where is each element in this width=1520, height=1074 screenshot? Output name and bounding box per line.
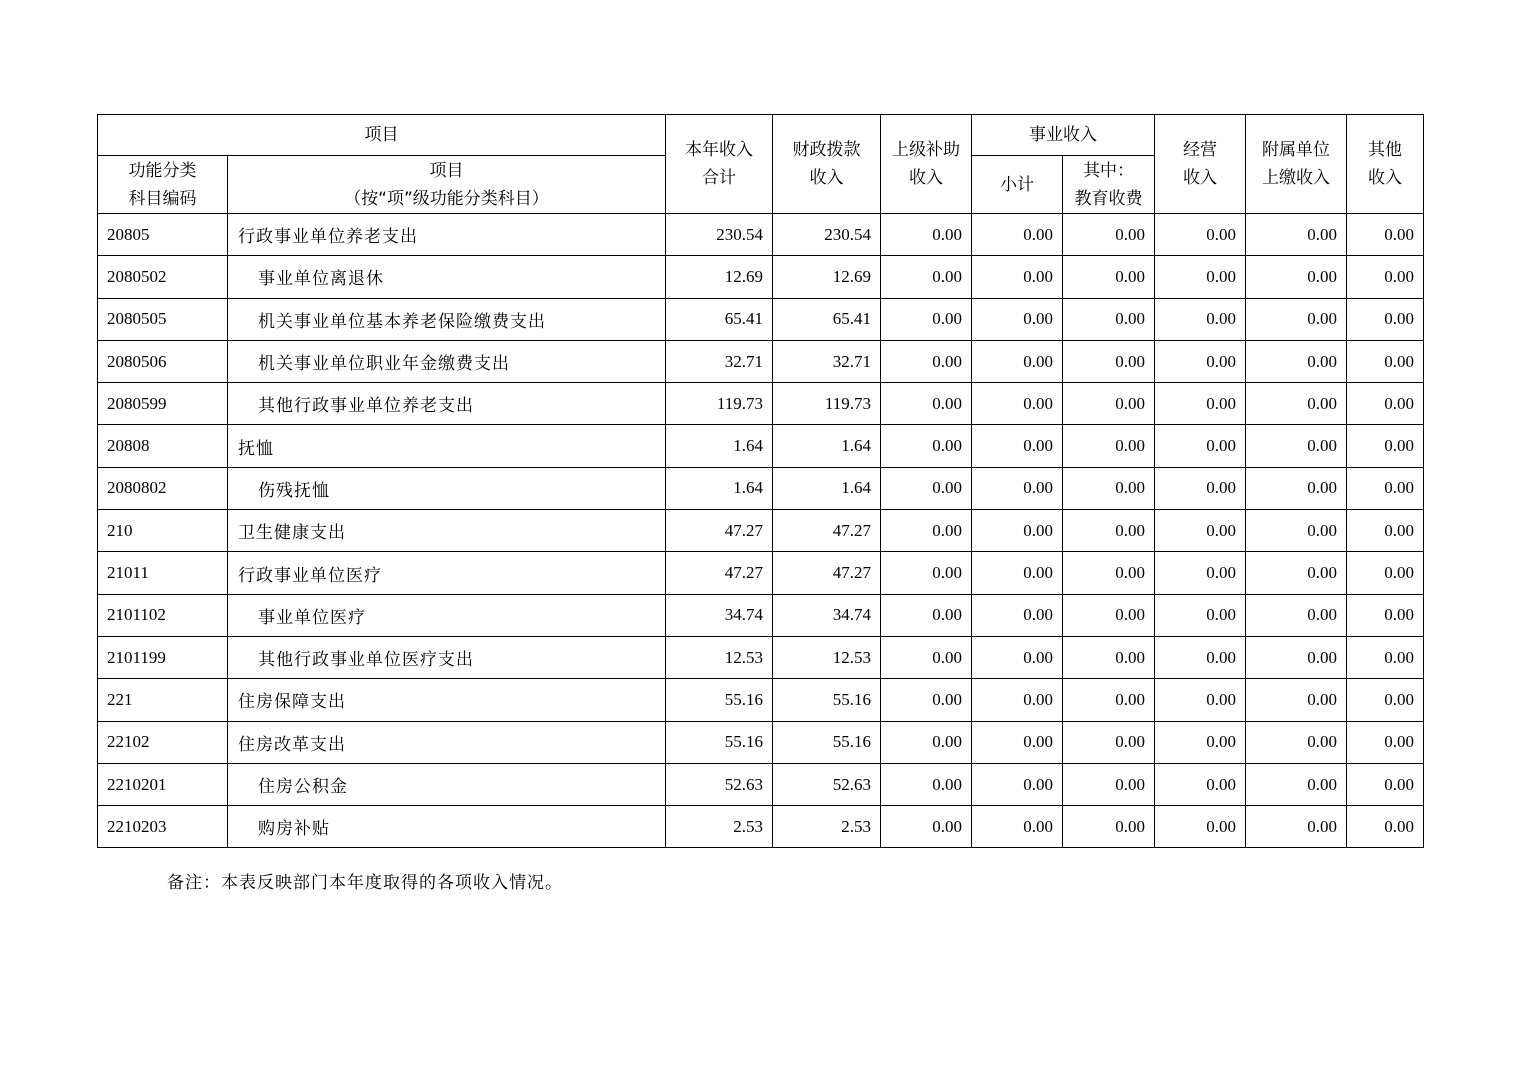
row-name: 购房补贴 xyxy=(228,806,666,848)
row-code: 21011 xyxy=(98,552,228,594)
cell-fiscal: 1.64 xyxy=(773,425,881,467)
cell-subtotal: 0.00 xyxy=(972,721,1063,763)
table-row xyxy=(98,636,1424,678)
cell-fiscal: 12.53 xyxy=(773,636,881,678)
cell-total: 119.73 xyxy=(666,383,773,425)
cell-subtotal: 0.00 xyxy=(972,552,1063,594)
cell-edu: 0.00 xyxy=(1063,636,1155,678)
cell-subsidy: 0.00 xyxy=(881,806,972,848)
cell-fiscal: 47.27 xyxy=(773,510,881,552)
header-edu-line1: 其中： xyxy=(1083,160,1134,181)
cell-subsidy: 0.00 xyxy=(881,552,972,594)
cell-operating: 0.00 xyxy=(1155,298,1246,340)
cell-total: 47.27 xyxy=(666,510,773,552)
table-row xyxy=(98,806,1424,848)
cell-total: 2.53 xyxy=(666,806,773,848)
cell-affiliate: 0.00 xyxy=(1246,510,1347,552)
header-subsidy xyxy=(881,115,972,214)
cell-affiliate: 0.00 xyxy=(1246,806,1347,848)
cell-subtotal: 0.00 xyxy=(972,256,1063,298)
cell-subsidy: 0.00 xyxy=(881,594,972,636)
cell-subtotal: 0.00 xyxy=(972,806,1063,848)
row-code: 2101199 xyxy=(98,636,228,678)
table-row xyxy=(98,340,1424,382)
cell-affiliate: 0.00 xyxy=(1246,340,1347,382)
cell-other: 0.00 xyxy=(1347,214,1424,256)
table-row xyxy=(98,425,1424,467)
cell-subsidy: 0.00 xyxy=(881,340,972,382)
header-fiscal xyxy=(773,115,881,214)
table-row xyxy=(98,298,1424,340)
cell-operating: 0.00 xyxy=(1155,679,1246,721)
cell-total: 34.74 xyxy=(666,594,773,636)
cell-subtotal: 0.00 xyxy=(972,679,1063,721)
cell-other: 0.00 xyxy=(1347,467,1424,509)
cell-edu: 0.00 xyxy=(1063,594,1155,636)
header-operating-line1: 经营 xyxy=(1183,140,1217,160)
cell-fiscal: 52.63 xyxy=(773,763,881,805)
cell-edu: 0.00 xyxy=(1063,679,1155,721)
cell-edu: 0.00 xyxy=(1063,425,1155,467)
header-code xyxy=(98,156,228,214)
cell-operating: 0.00 xyxy=(1155,763,1246,805)
cell-other: 0.00 xyxy=(1347,721,1424,763)
cell-total: 230.54 xyxy=(666,214,773,256)
cell-total: 52.63 xyxy=(666,763,773,805)
cell-subtotal: 0.00 xyxy=(972,383,1063,425)
header-edu-line2: 教育收费 xyxy=(1074,188,1143,209)
cell-affiliate: 0.00 xyxy=(1246,679,1347,721)
cell-affiliate: 0.00 xyxy=(1246,256,1347,298)
row-name: 机关事业单位职业年金缴费支出 xyxy=(228,340,666,382)
cell-other: 0.00 xyxy=(1347,256,1424,298)
cell-fiscal: 55.16 xyxy=(773,679,881,721)
cell-fiscal: 34.74 xyxy=(773,594,881,636)
cell-edu: 0.00 xyxy=(1063,214,1155,256)
cell-subtotal: 0.00 xyxy=(972,425,1063,467)
cell-other: 0.00 xyxy=(1347,510,1424,552)
cell-edu: 0.00 xyxy=(1063,298,1155,340)
header-total-line1: 本年收入 xyxy=(685,140,753,160)
row-code: 20808 xyxy=(98,425,228,467)
header-other-line2: 收入 xyxy=(1368,168,1402,188)
header-subtotal: 小计 xyxy=(972,156,1063,214)
table-body xyxy=(98,214,1424,848)
header-fiscal-line1: 财政拨款 xyxy=(792,140,861,160)
cell-other: 0.00 xyxy=(1347,594,1424,636)
cell-operating: 0.00 xyxy=(1155,721,1246,763)
cell-subsidy: 0.00 xyxy=(881,636,972,678)
table-row xyxy=(98,679,1424,721)
cell-affiliate: 0.00 xyxy=(1246,425,1347,467)
row-name: 住房公积金 xyxy=(228,763,666,805)
cell-total: 47.27 xyxy=(666,552,773,594)
cell-subtotal: 0.00 xyxy=(972,298,1063,340)
table-row xyxy=(98,256,1424,298)
cell-affiliate: 0.00 xyxy=(1246,636,1347,678)
table-row xyxy=(98,383,1424,425)
row-code: 2210203 xyxy=(98,806,228,848)
header-affiliate-line2: 上缴收入 xyxy=(1262,168,1330,188)
cell-subsidy: 0.00 xyxy=(881,510,972,552)
header-item-line2: （按“项”级功能分类科目） xyxy=(344,188,549,209)
cell-edu: 0.00 xyxy=(1063,510,1155,552)
cell-total: 55.16 xyxy=(666,721,773,763)
header-subsidy-line2: 收入 xyxy=(909,168,943,188)
cell-edu: 0.00 xyxy=(1063,340,1155,382)
cell-subtotal: 0.00 xyxy=(972,467,1063,509)
cell-subsidy: 0.00 xyxy=(881,425,972,467)
header-other-line1: 其他 xyxy=(1368,140,1402,160)
row-name: 事业单位医疗 xyxy=(228,594,666,636)
table-row xyxy=(98,594,1424,636)
cell-edu: 0.00 xyxy=(1063,763,1155,805)
cell-subsidy: 0.00 xyxy=(881,383,972,425)
row-name: 伤残抚恤 xyxy=(228,467,666,509)
header-code-line1: 功能分类 xyxy=(128,160,197,181)
cell-operating: 0.00 xyxy=(1155,214,1246,256)
header-total xyxy=(666,115,773,214)
row-name: 住房保障支出 xyxy=(228,679,666,721)
cell-edu: 0.00 xyxy=(1063,467,1155,509)
cell-edu: 0.00 xyxy=(1063,552,1155,594)
row-code: 210 xyxy=(98,510,228,552)
cell-subtotal: 0.00 xyxy=(972,594,1063,636)
row-name: 事业单位离退休 xyxy=(228,256,666,298)
cell-operating: 0.00 xyxy=(1155,256,1246,298)
row-name: 卫生健康支出 xyxy=(228,510,666,552)
cell-operating: 0.00 xyxy=(1155,552,1246,594)
cell-affiliate: 0.00 xyxy=(1246,763,1347,805)
table-row xyxy=(98,214,1424,256)
row-name: 抚恤 xyxy=(228,425,666,467)
header-project: 项目 xyxy=(98,115,666,156)
cell-subtotal: 0.00 xyxy=(972,214,1063,256)
cell-total: 12.69 xyxy=(666,256,773,298)
row-code: 20805 xyxy=(98,214,228,256)
header-operating-line2: 收入 xyxy=(1183,168,1217,188)
cell-subtotal: 0.00 xyxy=(972,636,1063,678)
table-row xyxy=(98,552,1424,594)
header-code-line2: 科目编码 xyxy=(128,188,197,209)
cell-other: 0.00 xyxy=(1347,763,1424,805)
cell-total: 1.64 xyxy=(666,467,773,509)
row-code: 2080506 xyxy=(98,340,228,382)
cell-operating: 0.00 xyxy=(1155,425,1246,467)
cell-fiscal: 1.64 xyxy=(773,467,881,509)
cell-fiscal: 12.69 xyxy=(773,256,881,298)
cell-operating: 0.00 xyxy=(1155,467,1246,509)
header-operating xyxy=(1155,115,1246,214)
cell-affiliate: 0.00 xyxy=(1246,721,1347,763)
cell-other: 0.00 xyxy=(1347,383,1424,425)
revenue-table xyxy=(97,114,1424,848)
cell-operating: 0.00 xyxy=(1155,340,1246,382)
row-name: 其他行政事业单位医疗支出 xyxy=(228,636,666,678)
header-subsidy-line1: 上级补助 xyxy=(892,140,960,160)
cell-other: 0.00 xyxy=(1347,552,1424,594)
cell-affiliate: 0.00 xyxy=(1246,467,1347,509)
row-code: 22102 xyxy=(98,721,228,763)
cell-affiliate: 0.00 xyxy=(1246,214,1347,256)
header-total-line2: 合计 xyxy=(702,168,736,188)
row-code: 2210201 xyxy=(98,763,228,805)
cell-subsidy: 0.00 xyxy=(881,298,972,340)
cell-affiliate: 0.00 xyxy=(1246,594,1347,636)
cell-other: 0.00 xyxy=(1347,340,1424,382)
cell-edu: 0.00 xyxy=(1063,721,1155,763)
header-item-line1: 项目 xyxy=(429,160,464,181)
cell-fiscal: 55.16 xyxy=(773,721,881,763)
header-fiscal-line2: 收入 xyxy=(809,168,844,188)
cell-operating: 0.00 xyxy=(1155,594,1246,636)
cell-fiscal: 47.27 xyxy=(773,552,881,594)
header-business: 事业收入 xyxy=(972,115,1155,156)
row-code: 2080599 xyxy=(98,383,228,425)
cell-fiscal: 119.73 xyxy=(773,383,881,425)
cell-edu: 0.00 xyxy=(1063,256,1155,298)
cell-total: 12.53 xyxy=(666,636,773,678)
cell-subsidy: 0.00 xyxy=(881,763,972,805)
row-code: 221 xyxy=(98,679,228,721)
row-name: 机关事业单位基本养老保险缴费支出 xyxy=(228,298,666,340)
cell-other: 0.00 xyxy=(1347,806,1424,848)
cell-edu: 0.00 xyxy=(1063,806,1155,848)
cell-edu: 0.00 xyxy=(1063,383,1155,425)
row-code: 2080802 xyxy=(98,467,228,509)
cell-operating: 0.00 xyxy=(1155,806,1246,848)
row-name: 其他行政事业单位养老支出 xyxy=(228,383,666,425)
cell-total: 1.64 xyxy=(666,425,773,467)
table-row xyxy=(98,763,1424,805)
header-affiliate-line1: 附属单位 xyxy=(1262,140,1330,160)
cell-other: 0.00 xyxy=(1347,636,1424,678)
cell-subtotal: 0.00 xyxy=(972,510,1063,552)
table-note: 备注：本表反映部门本年度取得的各项收入情况。 xyxy=(167,873,563,893)
cell-affiliate: 0.00 xyxy=(1246,383,1347,425)
header-affiliate xyxy=(1246,115,1347,214)
header-other xyxy=(1347,115,1424,214)
table-row xyxy=(98,510,1424,552)
cell-subsidy: 0.00 xyxy=(881,467,972,509)
header-edu xyxy=(1063,156,1155,214)
cell-subsidy: 0.00 xyxy=(881,256,972,298)
cell-operating: 0.00 xyxy=(1155,636,1246,678)
cell-affiliate: 0.00 xyxy=(1246,552,1347,594)
cell-subsidy: 0.00 xyxy=(881,214,972,256)
cell-operating: 0.00 xyxy=(1155,383,1246,425)
cell-subsidy: 0.00 xyxy=(881,721,972,763)
cell-affiliate: 0.00 xyxy=(1246,298,1347,340)
cell-subtotal: 0.00 xyxy=(972,340,1063,382)
cell-operating: 0.00 xyxy=(1155,510,1246,552)
cell-other: 0.00 xyxy=(1347,298,1424,340)
table-row xyxy=(98,721,1424,763)
row-code: 2080502 xyxy=(98,256,228,298)
cell-total: 32.71 xyxy=(666,340,773,382)
cell-fiscal: 230.54 xyxy=(773,214,881,256)
cell-fiscal: 2.53 xyxy=(773,806,881,848)
header-item xyxy=(228,156,666,214)
row-code: 2101102 xyxy=(98,594,228,636)
cell-fiscal: 65.41 xyxy=(773,298,881,340)
row-name: 住房改革支出 xyxy=(228,721,666,763)
row-code: 2080505 xyxy=(98,298,228,340)
cell-subtotal: 0.00 xyxy=(972,763,1063,805)
cell-other: 0.00 xyxy=(1347,679,1424,721)
row-name: 行政事业单位医疗 xyxy=(228,552,666,594)
table-row xyxy=(98,467,1424,509)
cell-total: 65.41 xyxy=(666,298,773,340)
cell-total: 55.16 xyxy=(666,679,773,721)
cell-other: 0.00 xyxy=(1347,425,1424,467)
cell-subsidy: 0.00 xyxy=(881,679,972,721)
cell-fiscal: 32.71 xyxy=(773,340,881,382)
row-name: 行政事业单位养老支出 xyxy=(228,214,666,256)
